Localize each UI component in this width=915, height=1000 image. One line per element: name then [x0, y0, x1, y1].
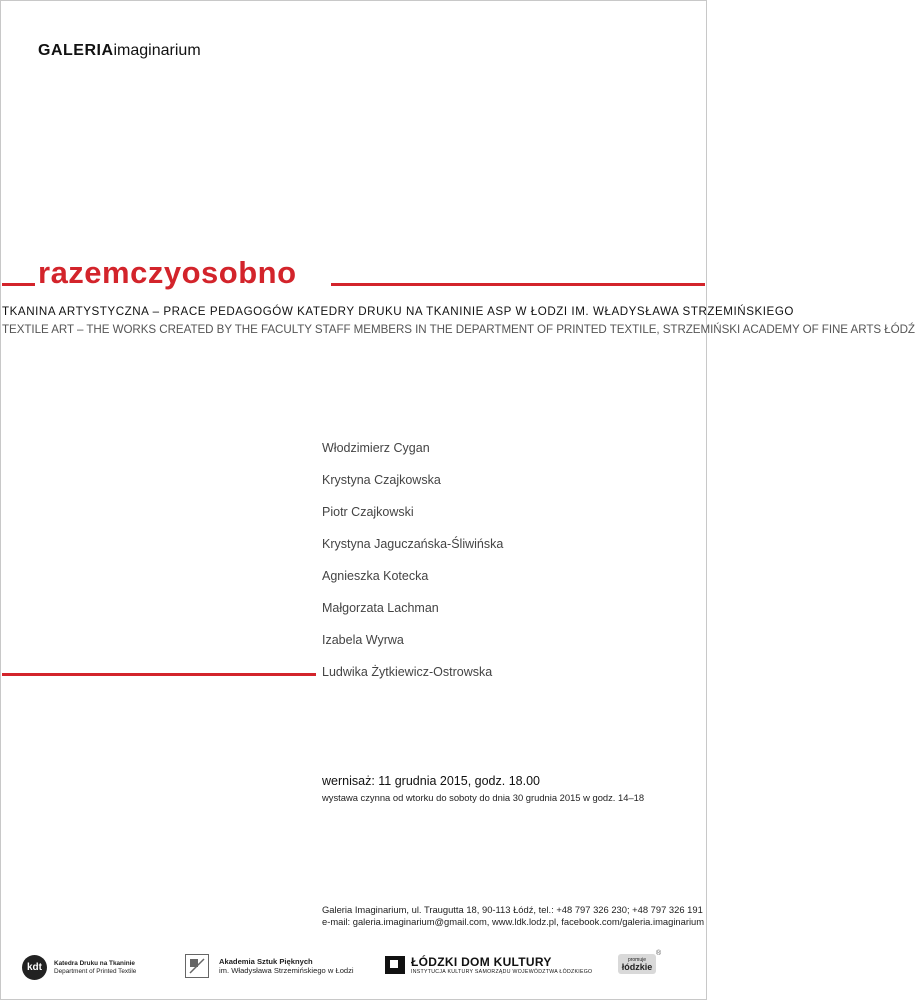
- asp-emblem-graphic: [186, 955, 208, 977]
- contact-info: [322, 904, 704, 928]
- contact-web: e-mail: galeria.imaginarium@gmail.com, www.ldk.lodz.pl, facebook.com/galeria.imaginarium: [322, 916, 705, 927]
- asp-emblem-icon: [185, 954, 209, 978]
- artist-name: Agnieszka Kotecka: [322, 569, 429, 583]
- artist-name: Włodzimierz Cygan: [322, 441, 430, 455]
- asp-name: Akademia Sztuk Pięknych: [219, 957, 313, 966]
- lodzkie-top: promuje: [627, 957, 647, 963]
- kdt-mark: kdt: [22, 955, 47, 980]
- lodzkie-name: łódzkie: [621, 962, 653, 972]
- artist-name: Piotr Czajkowski: [322, 505, 414, 519]
- exhibition-title: razemczyosobno: [38, 255, 297, 290]
- ldk-name: ŁÓDZKI DOM KULTURY: [411, 955, 552, 969]
- subtitle-polish: TKANINA ARTYSTYCZNA – PRACE PEDAGOGÓW KATEDRY DRUKU NA TKANINIE ASP W ŁODZI IM. WŁADYSŁAWA STRZEMIŃSKIEGO: [2, 305, 794, 318]
- artist-name: Ludwika Żytkiewicz-Ostrowska: [322, 665, 493, 679]
- kdt-name: Katedra Druku na Tkaninie: [54, 959, 135, 967]
- contact-address: Galeria Imaginarium, ul. Traugutta 18, 90-113 Łódź, tel.: +48 797 326 230; +48 797 326 191: [322, 904, 703, 915]
- kdt-name-en: Department of Printed Textile: [54, 967, 137, 975]
- artist-name: Krystyna Jaguczańska-Śliwińska: [322, 537, 504, 551]
- artists-rule: [2, 673, 316, 676]
- ldk-emblem-icon: [385, 956, 405, 974]
- artist-list: [322, 440, 503, 696]
- registered-mark: ®: [656, 950, 662, 957]
- ldk-subtitle: INSTYTUCJA KULTURY SAMORZĄDU WOJEWÓDZTWA ŁÓDZKIEGO: [411, 969, 593, 975]
- vernissage-date: wernisaż: 11 grudnia 2015, godz. 18.00: [322, 774, 540, 788]
- title-rule-left: [2, 283, 35, 286]
- asp-patron: im. Władysława Strzemińskiego w Łodzi: [219, 966, 354, 975]
- lodzkie-logo: [618, 950, 662, 974]
- asp-logo: [185, 954, 354, 978]
- subtitle-english: TEXTILE ART – THE WORKS CREATED BY THE FACULTY STAFF MEMBERS IN THE DEPARTMENT OF PRINTED TEXTILE, STRZEMIŃSKI ACADEMY OF FINE ARTS ŁÓDŹ: [2, 323, 915, 336]
- artist-name: Izabela Wyrwa: [322, 633, 404, 647]
- kdt-logo: [22, 955, 136, 980]
- opening-hours: wystawa czynna od wtorku do soboty do dnia 30 grudnia 2015 w godz. 14–18: [322, 792, 645, 803]
- galeria-logo: GALERIAimaginarium: [38, 42, 201, 59]
- ldk-logo: [385, 955, 592, 975]
- artist-name: Małgorzata Lachman: [322, 601, 439, 615]
- title-rule-right: [331, 283, 705, 286]
- artist-name: Krystyna Czajkowska: [322, 473, 441, 487]
